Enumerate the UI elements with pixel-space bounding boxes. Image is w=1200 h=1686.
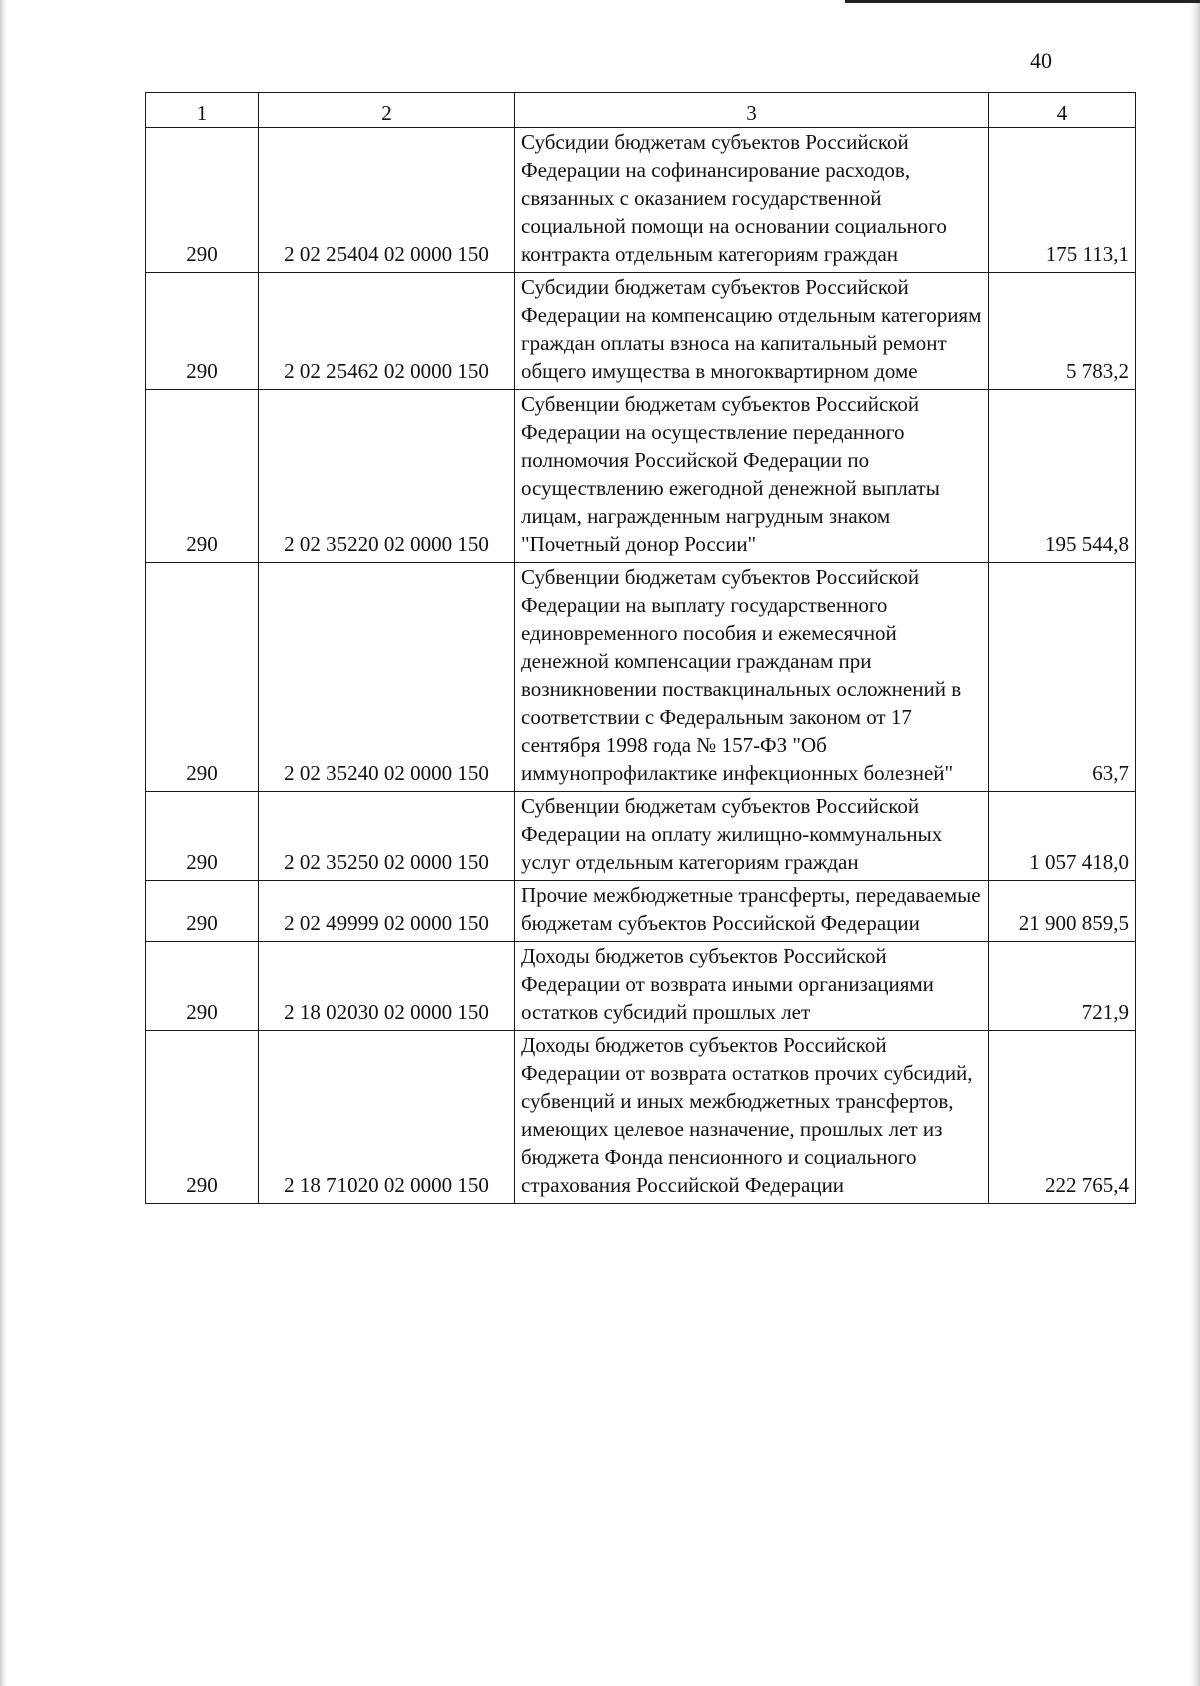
revenue-name-cell: Субсидии бюджетам субъектов Российской Федерации на софинансирование расходов, связанных с оказанием государственной социальной помощи на основании социального контракта отдельным категориям граждан xyxy=(515,128,989,273)
table-row xyxy=(146,128,1136,273)
amount-cell: 63,7 xyxy=(989,563,1136,792)
revenue-name-cell: Субвенции бюджетам субъектов Российской Федерации на осуществление переданного полномочия Российской Федерации по осуществлению ежегодной денежной выплаты лицам, награжденным нагрудным знаком "Почетный донор России" xyxy=(515,390,989,563)
kbk-code-cell: 2 18 71020 02 0000 150 xyxy=(259,1031,515,1204)
amount-cell: 1 057 418,0 xyxy=(989,792,1136,881)
amount-cell: 5 783,2 xyxy=(989,273,1136,390)
revenue-name-cell: Доходы бюджетов субъектов Российской Федерации от возврата иными организациями остатков субсидий прошлых лет xyxy=(515,942,989,1031)
column-header-2: 2 xyxy=(259,93,515,128)
revenue-name-cell: Субсидии бюджетам субъектов Российской Федерации на компенсацию отдельным категориям граждан оплаты взноса на капитальный ремонт общего имущества в многоквартирном доме xyxy=(515,273,989,390)
table-row xyxy=(146,1031,1136,1204)
revenue-name-cell: Субвенции бюджетам субъектов Российской Федерации на оплату жилищно-коммунальных услуг отдельным категориям граждан xyxy=(515,792,989,881)
column-header-1: 1 xyxy=(146,93,259,128)
table-row xyxy=(146,792,1136,881)
admin-code-cell: 290 xyxy=(146,1031,259,1204)
kbk-code-cell: 2 02 25404 02 0000 150 xyxy=(259,128,515,273)
scan-edge-right xyxy=(1190,0,1200,1686)
table-header-row xyxy=(146,93,1136,128)
revenue-name-cell: Доходы бюджетов субъектов Российской Федерации от возврата остатков прочих субсидий, субвенций и иных межбюджетных трансфертов, имеющих целевое назначение, прошлых лет из бюджета Фонда пенсионного и социального страхования Российской Федерации xyxy=(515,1031,989,1204)
admin-code-cell: 290 xyxy=(146,881,259,942)
table-row xyxy=(146,942,1136,1031)
kbk-code-cell: 2 02 49999 02 0000 150 xyxy=(259,881,515,942)
amount-cell: 195 544,8 xyxy=(989,390,1136,563)
admin-code-cell: 290 xyxy=(146,128,259,273)
admin-code-cell: 290 xyxy=(146,792,259,881)
admin-code-cell: 290 xyxy=(146,273,259,390)
kbk-code-cell: 2 02 25462 02 0000 150 xyxy=(259,273,515,390)
page-number: 40 xyxy=(1030,48,1052,73)
column-header-4: 4 xyxy=(989,93,1136,128)
table-row xyxy=(146,390,1136,563)
column-header-3: 3 xyxy=(515,93,989,128)
amount-cell: 721,9 xyxy=(989,942,1136,1031)
admin-code-cell: 290 xyxy=(146,563,259,792)
admin-code-cell: 290 xyxy=(146,942,259,1031)
kbk-code-cell: 2 18 02030 02 0000 150 xyxy=(259,942,515,1031)
revenue-name-cell: Прочие межбюджетные трансферты, передаваемые бюджетам субъектов Российской Федерации xyxy=(515,881,989,942)
revenue-table xyxy=(145,92,1136,1204)
table-row xyxy=(146,273,1136,390)
admin-code-cell: 290 xyxy=(146,390,259,563)
table-row xyxy=(146,563,1136,792)
amount-cell: 21 900 859,5 xyxy=(989,881,1136,942)
kbk-code-cell: 2 02 35250 02 0000 150 xyxy=(259,792,515,881)
amount-cell: 222 765,4 xyxy=(989,1031,1136,1204)
table-row xyxy=(146,881,1136,942)
top-rule xyxy=(845,0,1200,3)
kbk-code-cell: 2 02 35240 02 0000 150 xyxy=(259,563,515,792)
amount-cell: 175 113,1 xyxy=(989,128,1136,273)
revenue-name-cell: Субвенции бюджетам субъектов Российской Федерации на выплату государственного единовременного пособия и ежемесячной денежной компенсации гражданам при возникновении поствакцинальных осложнений в соответствии с Федеральным законом от 17 сентября 1998 года № 157-ФЗ "Об иммунопрофилактике инфекционных болезней" xyxy=(515,563,989,792)
kbk-code-cell: 2 02 35220 02 0000 150 xyxy=(259,390,515,563)
scan-edge-left xyxy=(0,0,8,1686)
